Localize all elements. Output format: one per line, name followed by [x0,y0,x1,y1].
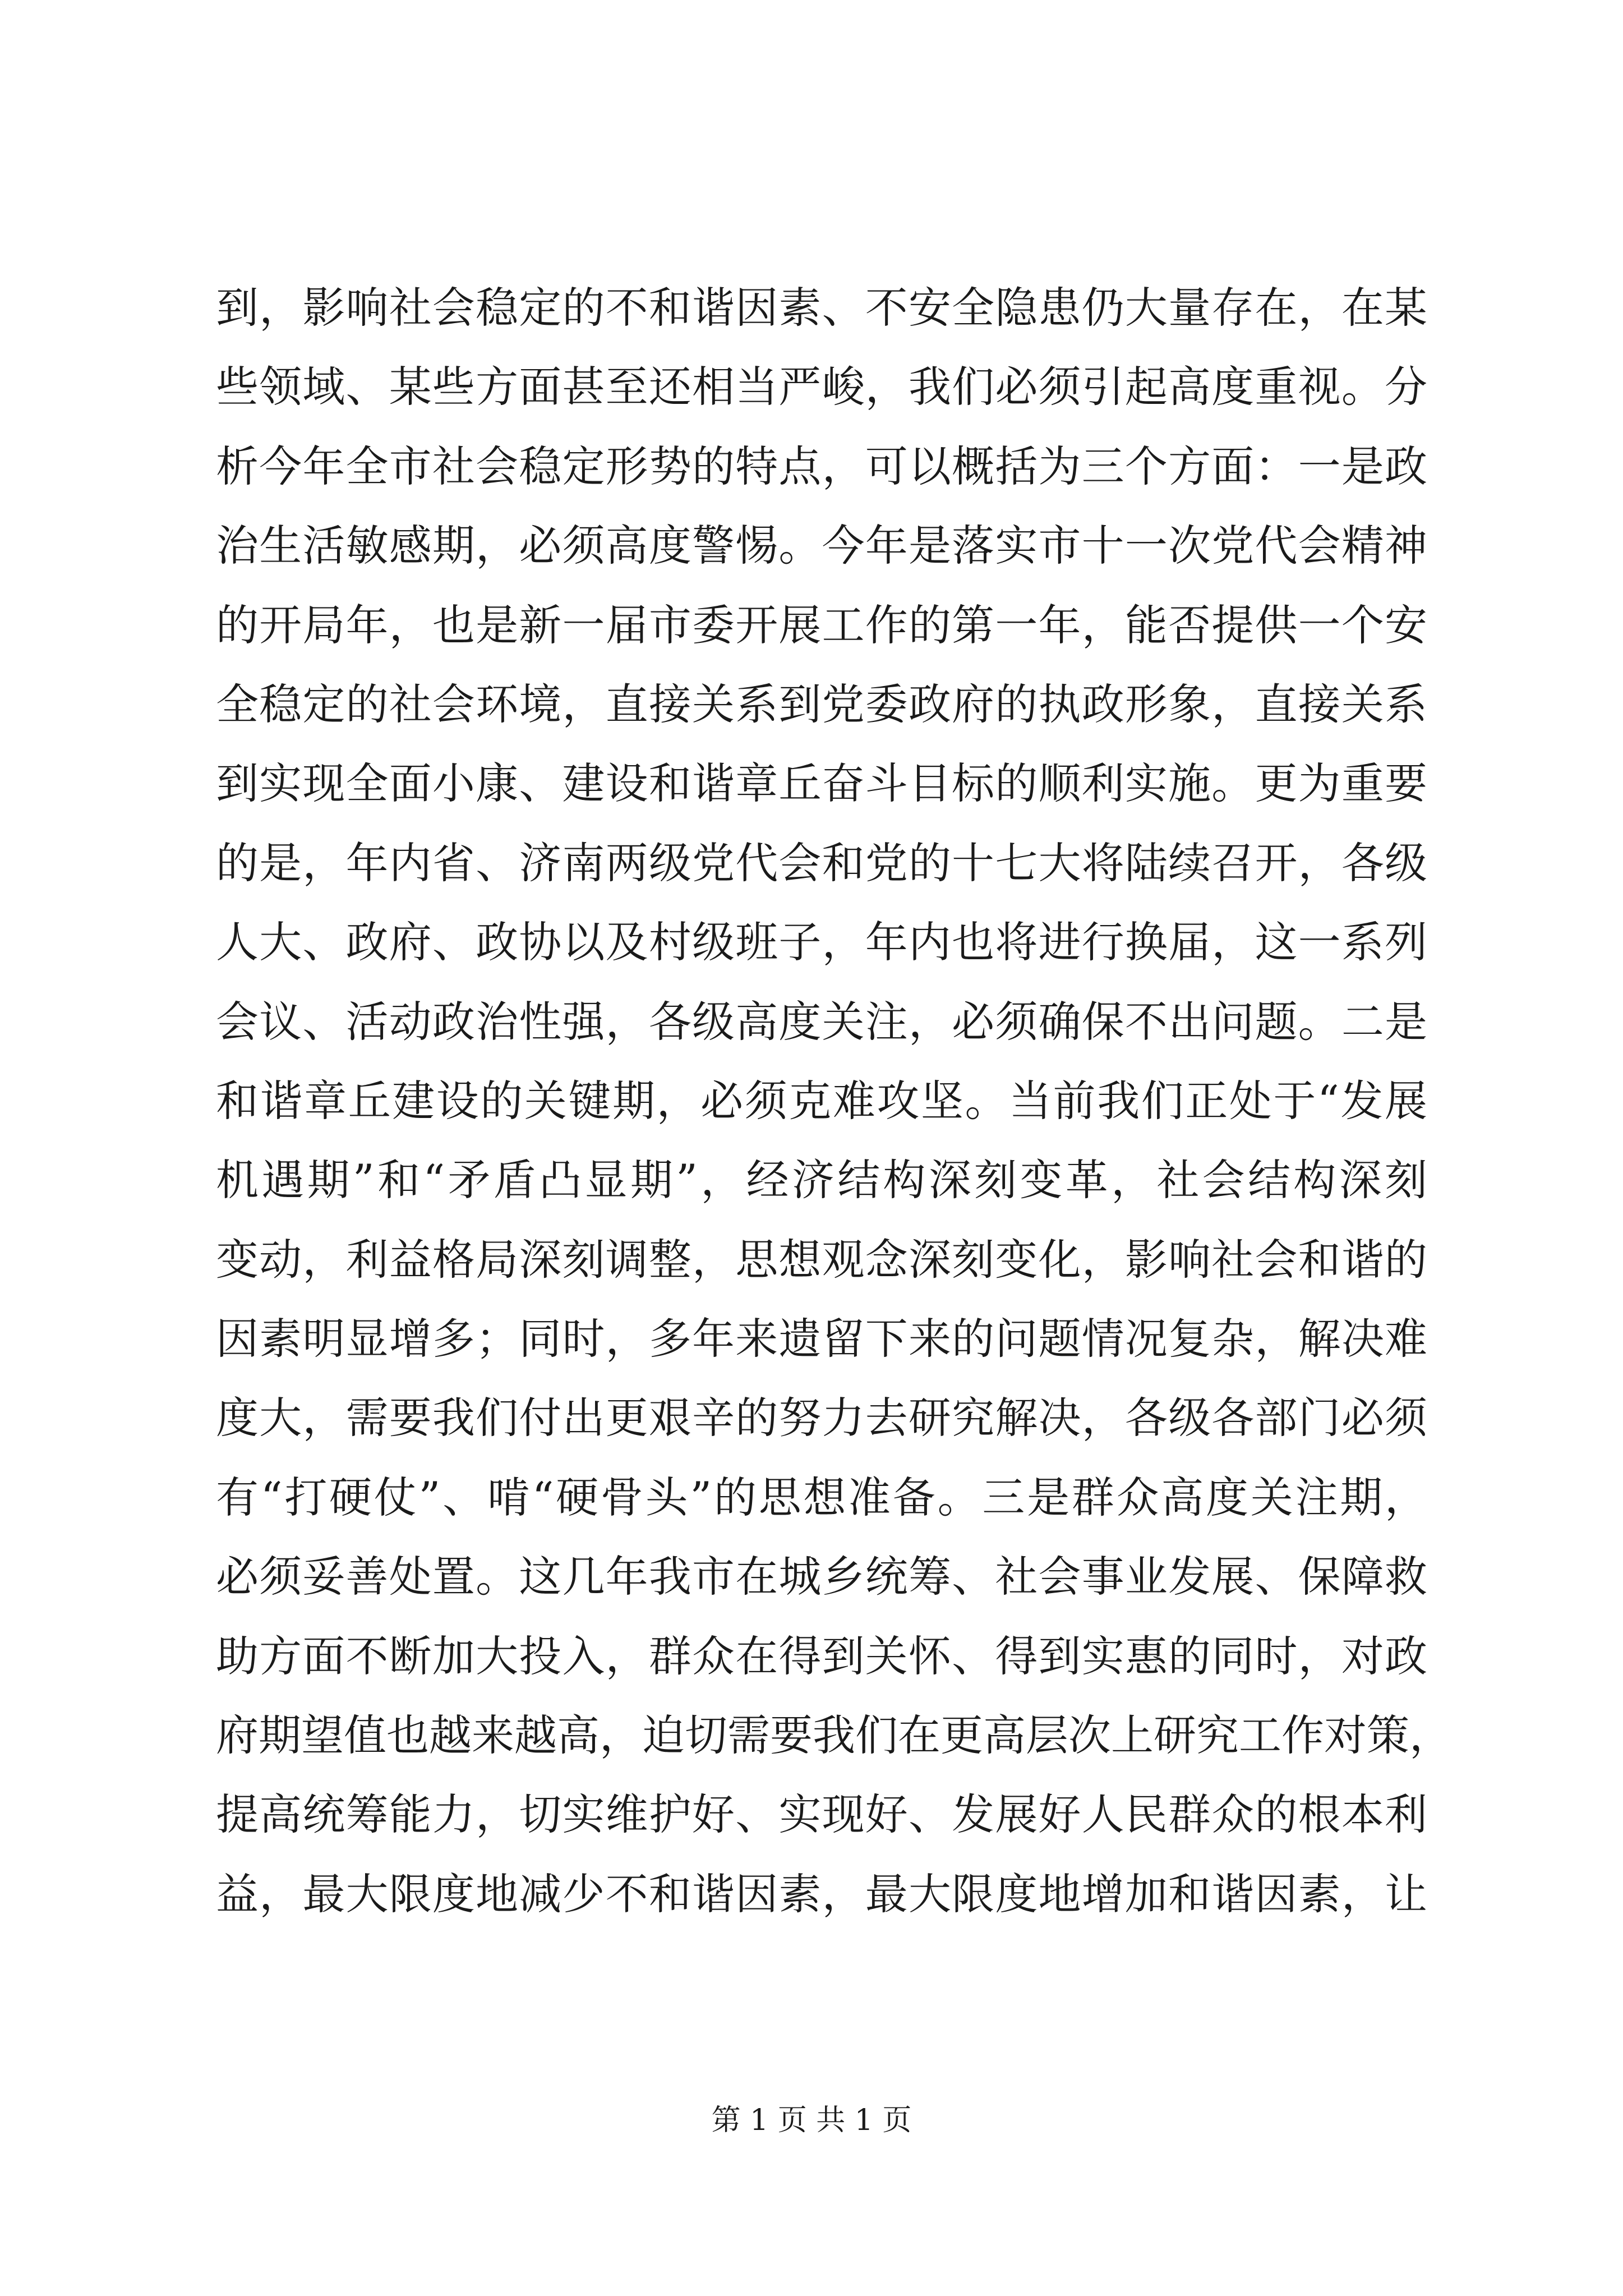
text-line: 府期望值也越来越高，迫切需要我们在更高层次上研究工作对策， [216,1710,1452,1761]
text-line: 全稳定的社会环境，直接关系到党委政府的执政形象，直接关系 [216,679,1427,729]
text-line: 到实现全面小康、建设和谐章丘奋斗目标的顺利实施。更为重要 [216,758,1427,809]
text-line: 到，影响社会稳定的不和谐因素、不安全隐患仍大量存在，在某 [216,283,1427,333]
text-line: 益，最大限度地减少不和谐因素，最大限度地增加和谐因素，让 [216,1869,1427,1919]
text-line: 的开局年，也是新一届市委开展工作的第一年，能否提供一个安 [216,600,1427,650]
text-line: 变动，利益格局深刻调整，思想观念深刻变化，影响社会和谐的 [216,1234,1427,1285]
text-line: 有“打硬仗”、啃“硬骨头”的思想准备。三是群众高度关注期， [216,1472,1427,1522]
text-line: 机遇期”和“矛盾凸显期”，经济结构深刻变革，社会结构深刻 [216,1155,1427,1205]
text-line: 因素明显增多；同时，多年来遗留下来的问题情况复杂，解决难 [216,1314,1427,1364]
text-line: 会议、活动政治性强，各级高度关注，必须确保不出问题。二是 [216,996,1427,1047]
body-paragraph [216,268,1452,1934]
text-line: 助方面不断加大投入，群众在得到关怀、得到实惠的同时，对政 [216,1631,1427,1681]
text-line: 必须妥善处置。这几年我市在城乡统筹、社会事业发展、保障救 [216,1552,1427,1602]
page-number-footer: 第 1 页 共 1 页 [711,2104,912,2137]
text-line: 提高统筹能力，切实维护好、实现好、发展好人民群众的根本利 [216,1789,1427,1840]
text-line: 的是，年内省、济南两级党代会和党的十七大将陆续召开，各级 [216,838,1427,888]
text-line: 和谐章丘建设的关键期，必须克难攻坚。当前我们正处于“发展 [216,1075,1427,1126]
text-line: 人大、政府、政协以及村级班子，年内也将进行换届，这一系列 [216,917,1427,968]
text-line: 析今年全市社会稳定形势的特点，可以概括为三个方面：一是政 [216,441,1427,491]
text-line: 治生活敏感期，必须高度警惕。今年是落实市十一次党代会精神 [216,521,1427,571]
text-line: 些领域、某些方面甚至还相当严峻，我们必须引起高度重视。分 [216,362,1427,412]
text-line: 度大，需要我们付出更艰辛的努力去研究解决，各级各部门必须 [216,1393,1427,1443]
